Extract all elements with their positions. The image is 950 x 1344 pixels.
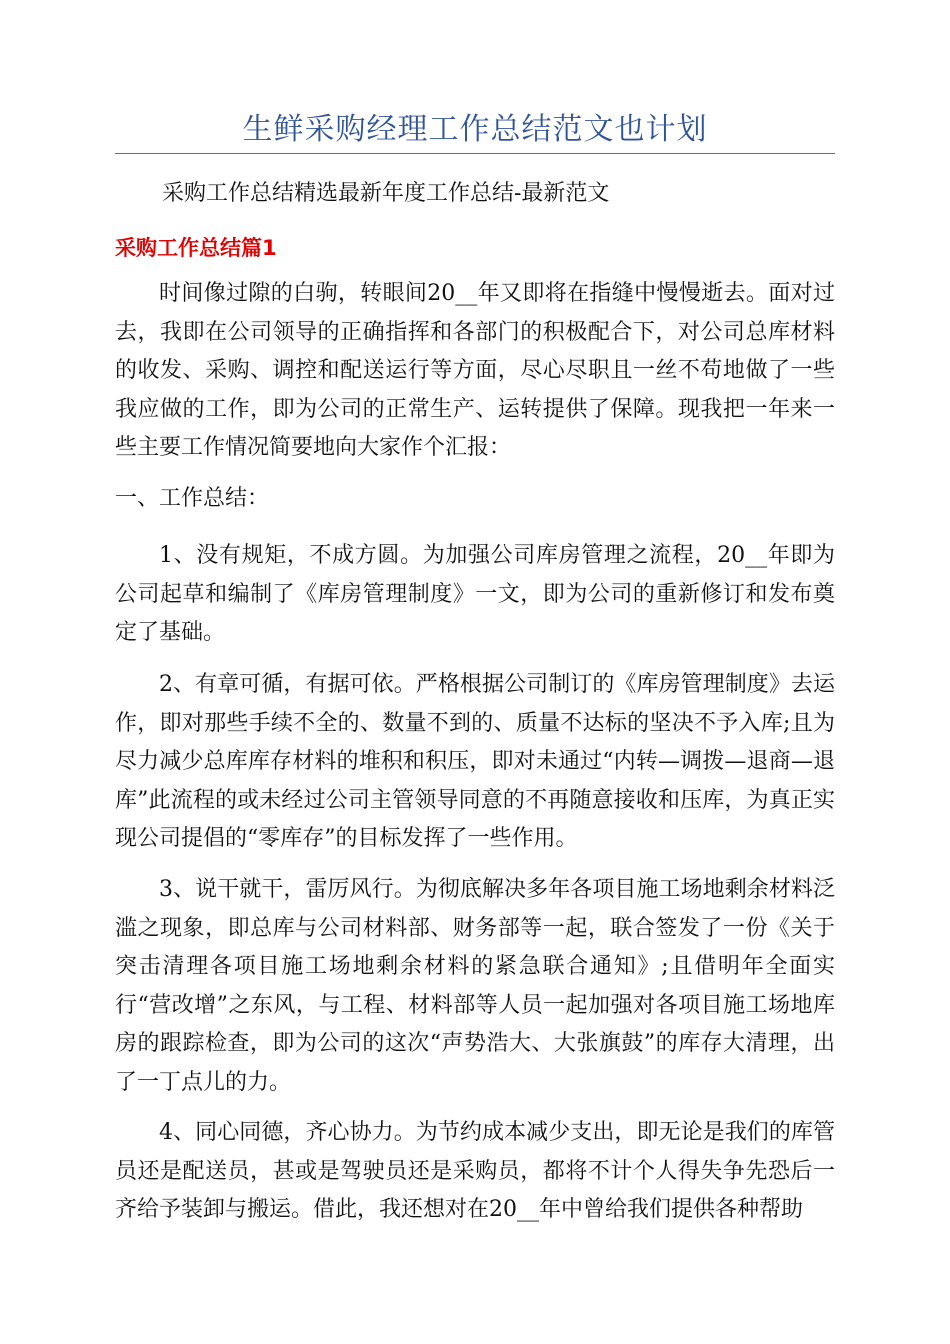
section-heading: 采购工作总结篇1 xyxy=(115,236,277,260)
document-subtitle: 采购工作总结精选最新年度工作总结-最新范文 xyxy=(162,181,610,206)
paragraph-work-summary-heading: 一、工作总结： xyxy=(115,486,270,511)
paragraph-item-4: 4、同心同德，齐心协力。为节约成本减少支出，即无论是我们的库管员还是配送员，甚或是驾驶员还是采购员，都将不计个人得失争先恐后一齐给予装卸与搬运。借此，我还想对在20__年中曾给我们提供各种帮助 xyxy=(115,1120,835,1222)
title-underline-divider xyxy=(115,153,835,154)
paragraph-item-1: 1、没有规矩，不成方圆。为加强公司库房管理之流程，20__年即为公司起草和编制了《库房管理制度》一文，即为公司的重新修订和发布奠定了基础。 xyxy=(115,543,835,645)
paragraph-intro: 时间像过隙的白驹，转眼间20__年又即将在指缝中慢慢逝去。面对过去，我即在公司领导的正确指挥和各部门的积极配合下，对公司总库材料的收发、采购、调控和配送运行等方面，尽心尽职且一丝不苟地做了一些我应做的工作，即为公司的正常生产、运转提供了保障。现我把一年来一些主要工作情况简要地向大家作个汇报： xyxy=(115,281,835,460)
document-title: 生鲜采购经理工作总结范文也计划 xyxy=(242,112,708,147)
paragraph-item-2: 2、有章可循，有据可依。严格根据公司制订的《库房管理制度》去运作，即对那些手续不全的、数量不到的、质量不达标的坚决不予入库;且为尽力减少总库库存材料的堆积和积压，即对未通过“内转—调拨—退商—退库”此流程的或未经过公司主管领导同意的不再随意接收和压库，为真正实现公司提倡的“零库存”的目标发挥了一些作用。 xyxy=(115,672,835,851)
paragraph-item-3: 3、说干就干，雷厉风行。为彻底解决多年各项目施工场地剩余材料泛滥之现象，即总库与公司材料部、财务部等一起，联合签发了一份《关于突击清理各项目施工场地剩余材料的紧急联合通知》;且借明年全面实行“营改增”之东风，与工程、材料部等人员一起加强对各项目施工场地库房的跟踪检查，即为公司的这次“声势浩大、大张旗鼓”的库存大清理，出了一丁点儿的力。 xyxy=(115,877,835,1095)
